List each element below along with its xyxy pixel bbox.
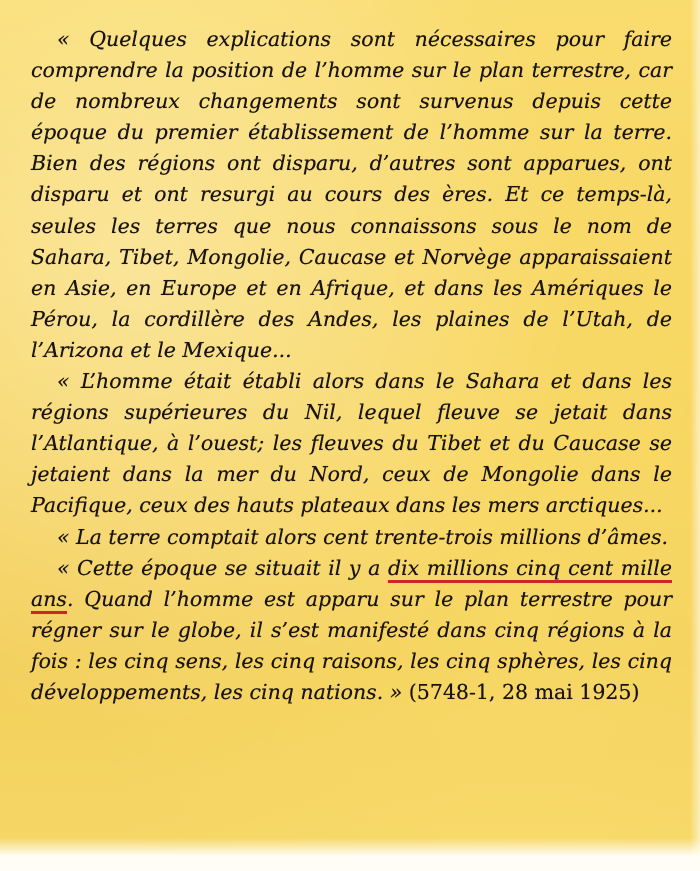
source-reference: (5748-1, 28 mai 1925)	[402, 679, 640, 704]
epoch-text-end: . Quand l’homme est apparu sur le plan terrestre pour régner sur le globe, il s’est manifesté dans cinq régions à la fois : les cinq sens, les cinq raisons, les cinq sphères, les cinq développements, les cinq nations. »	[31, 586, 672, 704]
scan-right-edge	[690, 0, 700, 871]
quoted-text-block	[31, 24, 672, 708]
paragraph-explanations: « Quelques explications sont nécessaires pour faire comprendre la position de l’homme sur le plan terrestre, car de nombreux changements sont survenus depuis cette époque du premier établissement de l’homme sur la terre. Bien des régions ont disparu, d’autres sont apparues, ont disparu et ont resurgi au cours des ères. Et ce temps-là, seules les terres que nous connaissons sous le nom de Sahara, Tibet, Mongolie, Caucase et Norvège apparaissaient en Asie, en Europe et en Afrique, et dans les Amériques le Pérou, la cordillère des Andes, les plaines de l’Utah, de l’Arizona et le Mexique...	[31, 27, 672, 362]
epoch-text-start: « Cette époque se situait il y a	[57, 555, 388, 580]
paragraph-population: « La terre comptait alors cent trente-trois millions d’âmes.	[57, 524, 669, 549]
paragraph-epoch	[31, 553, 672, 708]
underlined-date-phrase: dix millions cinq cent mille ans	[31, 555, 672, 611]
scan-bottom-edge	[0, 838, 700, 871]
paragraph-sahara: « L’homme était établi alors dans le Sahara et dans les régions supérieures du Nil, lequel fleuve se jetait dans l’Atlantique, à l’ouest; les fleuves du Tibet et du Caucase se jetaient dans la mer du Nord, ceux de Mongolie dans le Pacifique, ceux des hauts plateaux dans les mers arctiques...	[31, 369, 672, 518]
